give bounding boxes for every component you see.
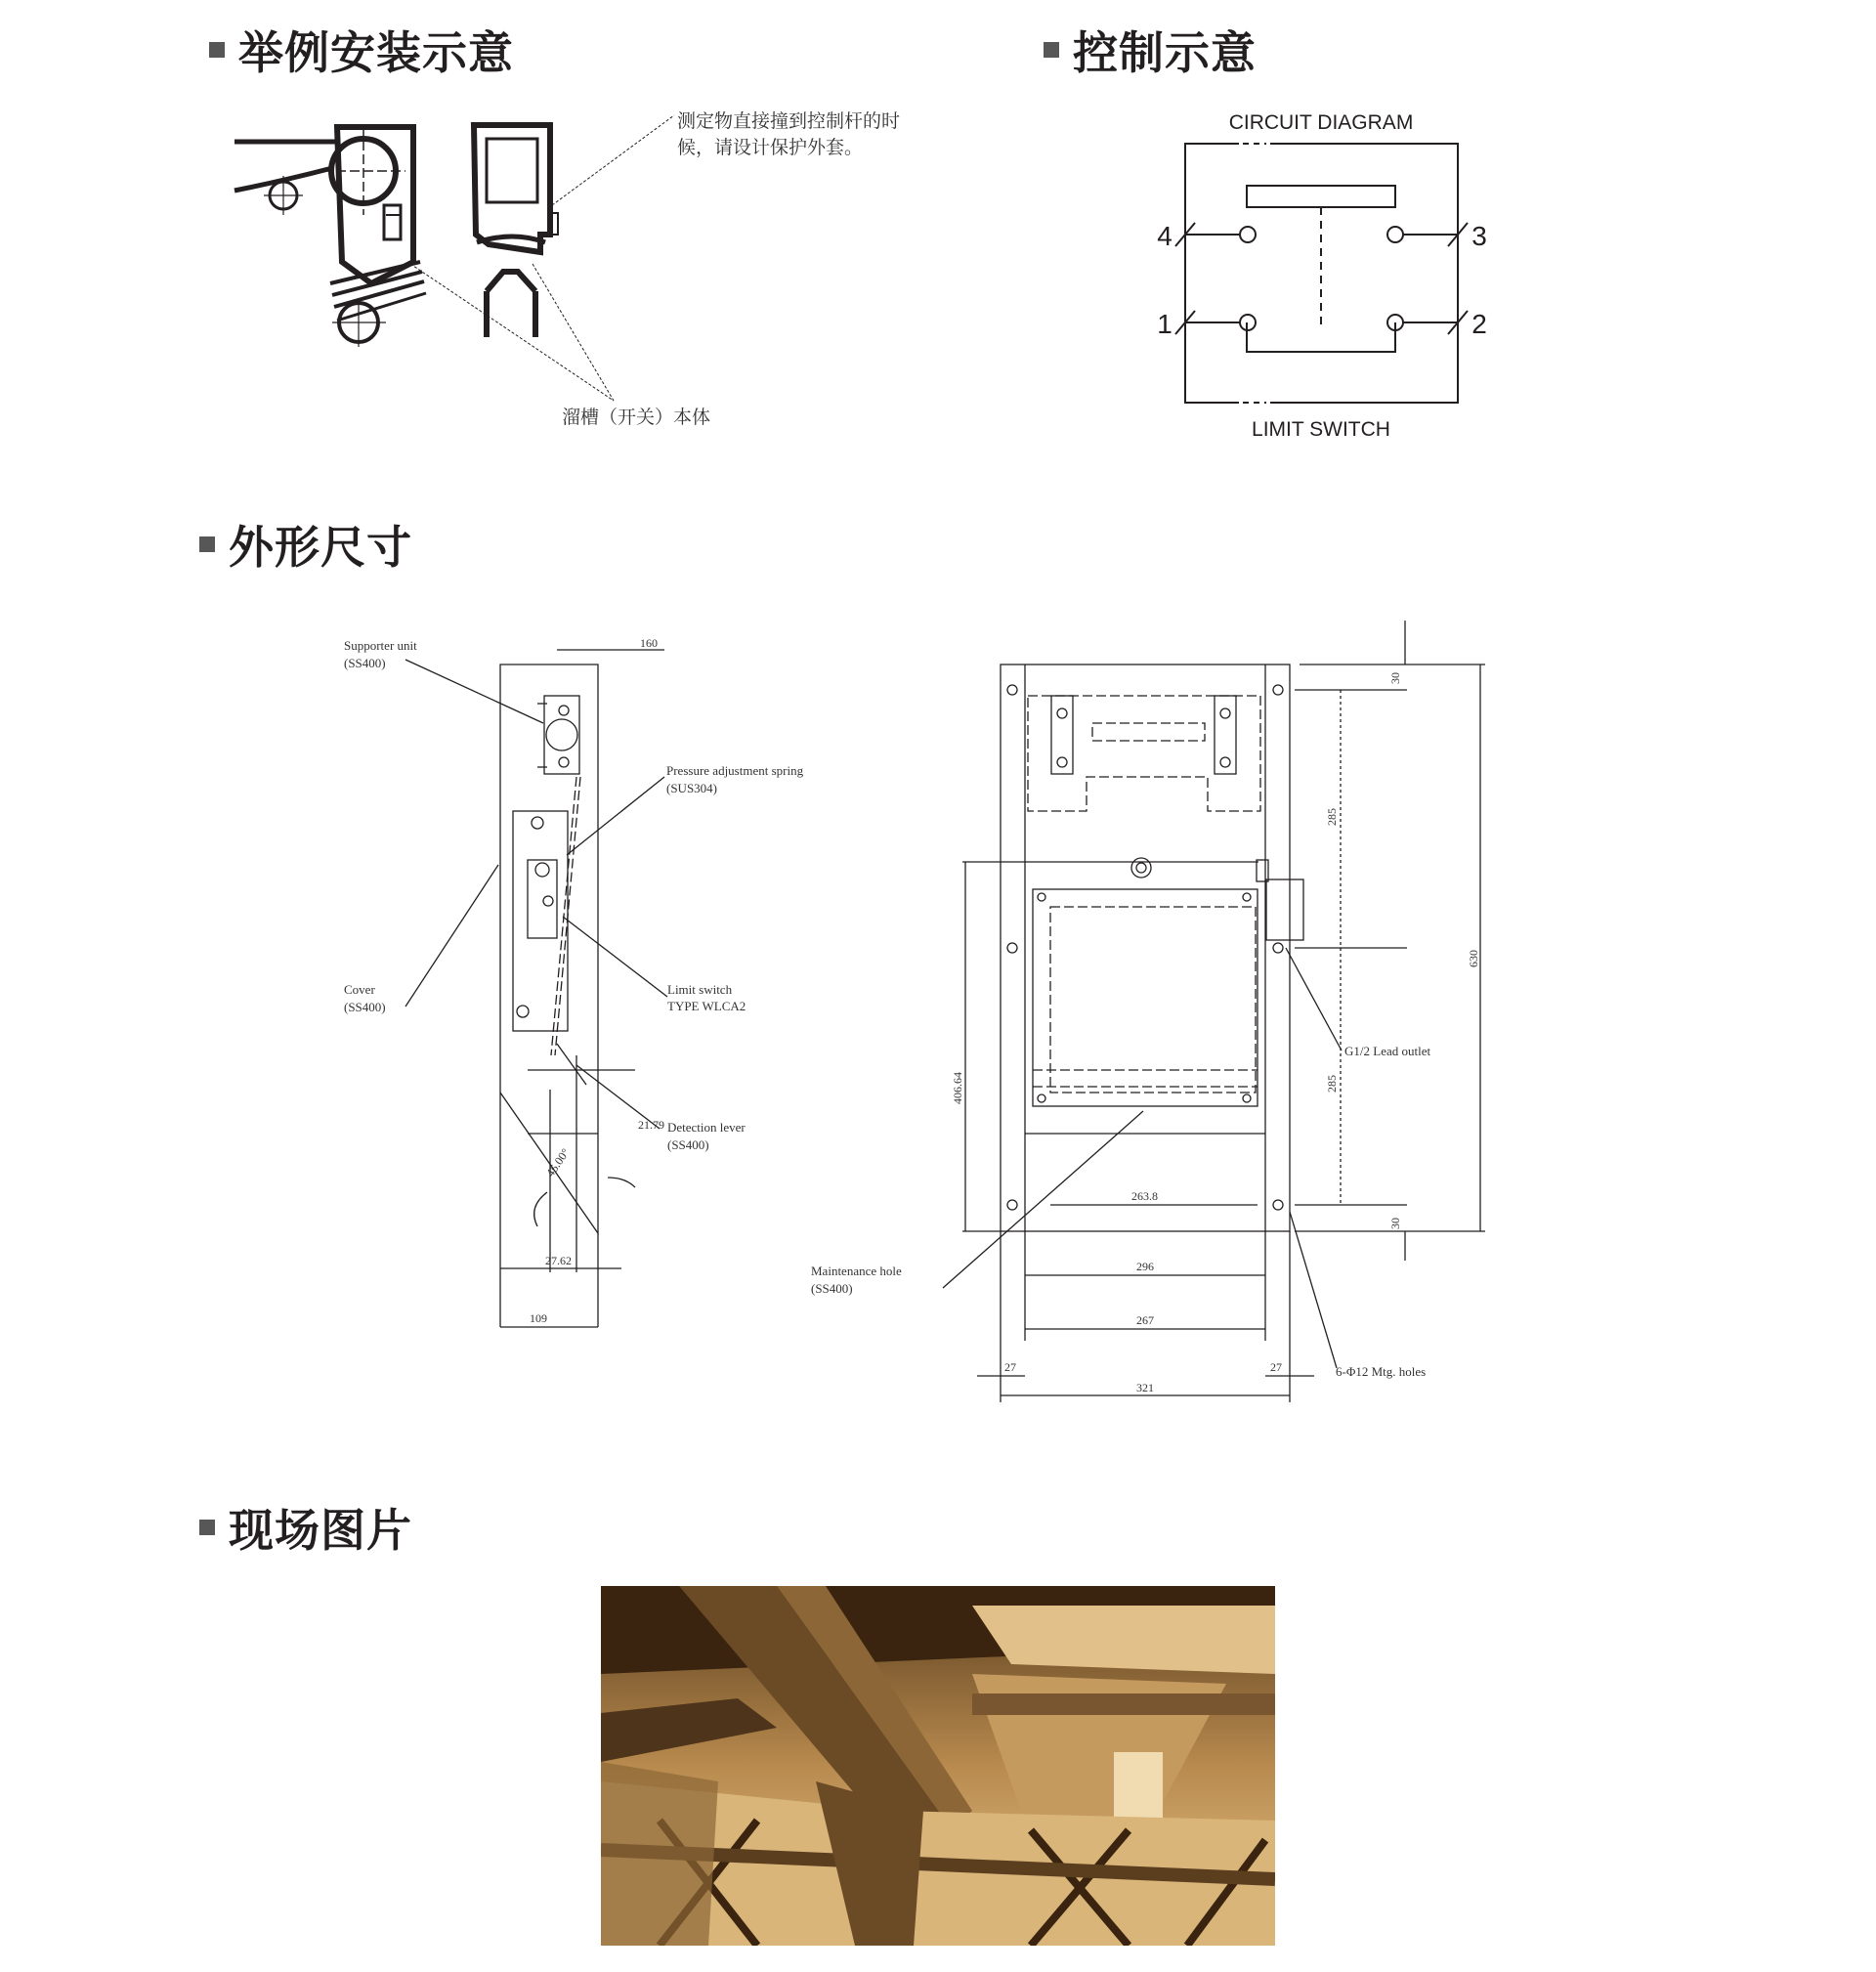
lever-label: Detection lever bbox=[667, 1120, 746, 1135]
circuit-title: CIRCUIT DIAGRAM bbox=[1228, 111, 1414, 134]
dim-inner-height: 406.64 bbox=[951, 1072, 964, 1104]
dim-296: 296 bbox=[1136, 1260, 1154, 1273]
section-photos-title: 现场图片 bbox=[229, 1504, 412, 1557]
supporter-label: Supporter unit bbox=[344, 638, 417, 653]
circuit-diagram bbox=[1175, 144, 1468, 403]
dim-upper: 285 bbox=[1325, 808, 1339, 826]
limit-switch-label: Limit switch bbox=[667, 982, 733, 997]
dim-angle: 45.00° bbox=[542, 1145, 573, 1179]
dim-total-width: 321 bbox=[1136, 1381, 1154, 1394]
terminal-4: 4 bbox=[1157, 221, 1172, 251]
terminal-3: 3 bbox=[1471, 221, 1487, 251]
dim-267: 267 bbox=[1136, 1313, 1154, 1327]
lever-material: (SS400) bbox=[667, 1137, 709, 1152]
spring-material: (SUS304) bbox=[666, 781, 718, 795]
install-drawing bbox=[234, 115, 674, 401]
dim-lower: 285 bbox=[1325, 1075, 1339, 1093]
dim-top-margin: 30 bbox=[1388, 672, 1402, 684]
dim-right-offset: 27 bbox=[1270, 1360, 1282, 1374]
install-note-line1: 测定物直接撞到控制杆的时 bbox=[677, 110, 901, 132]
dim-lever-offset: 21.79 bbox=[638, 1118, 664, 1132]
dim-inner-width: 263.8 bbox=[1131, 1189, 1158, 1203]
supporter-material: (SS400) bbox=[344, 656, 386, 670]
terminal-1: 1 bbox=[1157, 309, 1172, 339]
mtg-holes-label: 6-Φ12 Mtg. holes bbox=[1336, 1364, 1427, 1379]
dim-total-height: 630 bbox=[1467, 950, 1480, 967]
lead-outlet-label: G1/2 Lead outlet bbox=[1344, 1044, 1431, 1058]
install-chute-label: 溜槽（开关）本体 bbox=[562, 407, 711, 428]
dim-side-top: 160 bbox=[640, 636, 658, 650]
circuit-subtitle: LIMIT SWITCH bbox=[1252, 418, 1390, 441]
site-photo-illustration bbox=[601, 1586, 1275, 1946]
maintenance-label: Maintenance hole bbox=[811, 1264, 902, 1278]
maintenance-material: (SS400) bbox=[811, 1281, 853, 1296]
dim-bottom-margin: 30 bbox=[1388, 1218, 1402, 1229]
dim-side-width: 109 bbox=[530, 1311, 547, 1325]
site-photo bbox=[601, 1586, 1275, 1946]
section-install-title: 举例安装示意 bbox=[238, 26, 514, 79]
cover-material: (SS400) bbox=[344, 1000, 386, 1014]
section-control-title: 控制示意 bbox=[1073, 26, 1257, 79]
section-dimensions-title: 外形尺寸 bbox=[229, 521, 412, 574]
dim-bottom-offset: 27.62 bbox=[545, 1254, 572, 1267]
limit-switch-type: TYPE WLCA2 bbox=[667, 999, 746, 1013]
install-note-line2: 候，请设计保护外套。 bbox=[677, 137, 864, 158]
cover-label: Cover bbox=[344, 982, 375, 997]
side-view-drawing bbox=[405, 650, 667, 1327]
terminal-2: 2 bbox=[1471, 309, 1487, 339]
front-view-drawing bbox=[943, 621, 1485, 1402]
dim-left-offset: 27 bbox=[1004, 1360, 1016, 1374]
spring-label: Pressure adjustment spring bbox=[666, 763, 804, 778]
